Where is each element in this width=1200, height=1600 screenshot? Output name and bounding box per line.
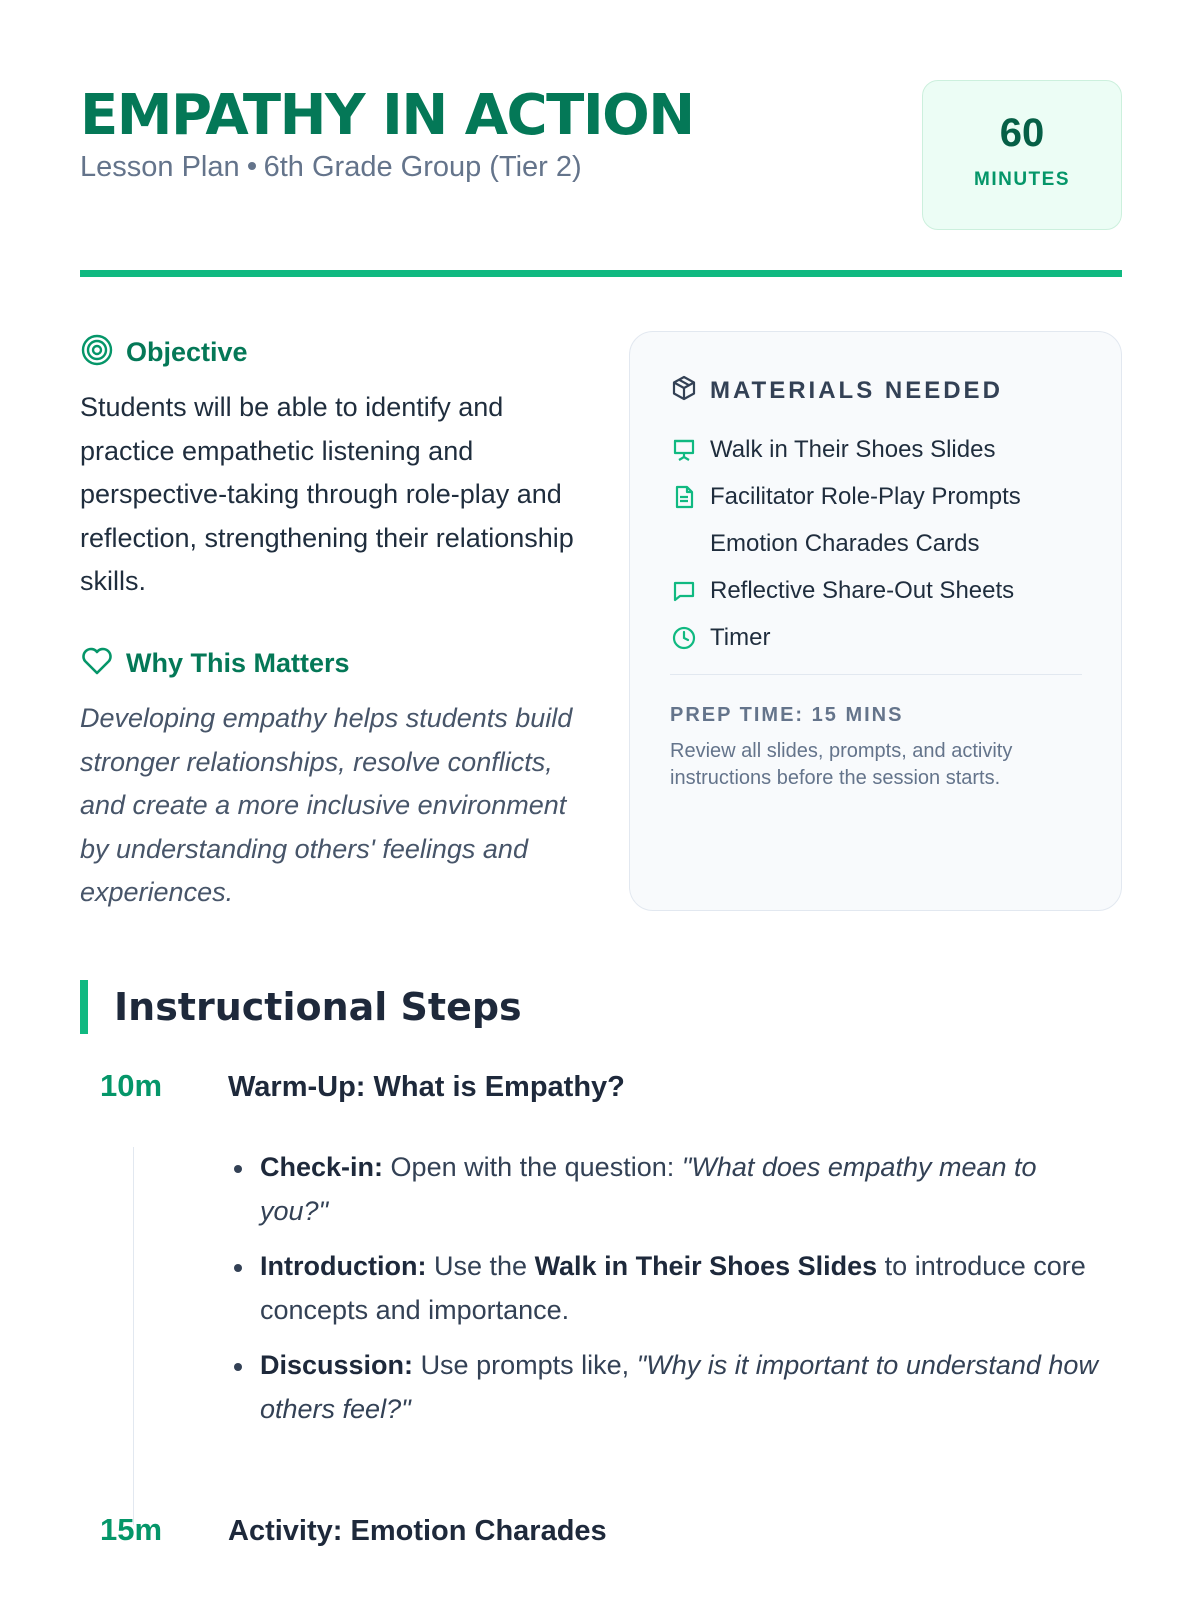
material-label: Walk in Their Shoes Slides xyxy=(710,435,996,463)
bullet-text: Use the xyxy=(433,1251,528,1281)
subtitle-doc-type: Lesson Plan xyxy=(80,151,240,183)
objective-heading xyxy=(80,334,248,370)
step-bullets xyxy=(232,1146,1112,1443)
box-icon xyxy=(670,374,698,407)
material-label: Facilitator Role-Play Prompts xyxy=(710,482,1021,510)
page-subtitle xyxy=(80,150,582,184)
header-divider xyxy=(80,270,1122,277)
steps-heading xyxy=(80,980,522,1034)
bullet-text: Use prompts like, xyxy=(420,1350,630,1380)
objective-label: Objective xyxy=(126,336,248,367)
objective-text: Students will be able to identify and practice empathetic listening and perspective-taking through role-play and reflection, strengthening their relationship skills. xyxy=(80,392,574,596)
material-label: Timer xyxy=(710,623,771,651)
bullet-emphasis: Walk in Their Shoes Slides xyxy=(534,1251,878,1281)
heart-icon xyxy=(80,644,114,683)
step-title: Activity: Emotion Charades xyxy=(228,1515,607,1547)
presentation-icon xyxy=(670,436,698,464)
document-icon xyxy=(670,483,698,511)
lesson-plan-page xyxy=(80,0,1122,1600)
step-bullet xyxy=(232,1146,1112,1233)
duration-unit: MINUTES xyxy=(974,169,1070,190)
blank-icon xyxy=(670,530,698,558)
subtitle-group: 6th Grade Group (Tier 2) xyxy=(263,151,582,183)
duration-value: 60 xyxy=(999,111,1045,155)
list-item xyxy=(670,567,1090,614)
bullet-label: Discussion: xyxy=(260,1350,414,1380)
materials-list xyxy=(670,426,1090,661)
timeline-line xyxy=(133,1147,134,1525)
material-label: Reflective Share-Out Sheets xyxy=(710,576,1015,604)
list-item xyxy=(670,614,1090,661)
header xyxy=(80,80,1122,230)
step-duration: 15m xyxy=(100,1512,163,1547)
prep-time-text: Review all slides, prompts, and activity instructions before the session starts. xyxy=(670,740,1013,789)
bullet-text-end: to introduce core concepts and importance. xyxy=(260,1251,1086,1325)
why-label: Why This Matters xyxy=(126,647,350,678)
materials-divider xyxy=(670,674,1082,675)
material-label: Emotion Charades Cards xyxy=(710,529,980,557)
steps-title: Instructional Steps xyxy=(114,985,522,1029)
chat-bubble-icon xyxy=(670,577,698,605)
step-duration: 10m xyxy=(100,1068,163,1103)
bullet-text: Open with the question: xyxy=(390,1152,675,1182)
materials-card xyxy=(629,331,1122,911)
steps-accent-bar xyxy=(80,980,88,1034)
why-heading xyxy=(80,645,350,681)
list-item xyxy=(670,426,1090,473)
bullet-separator-icon xyxy=(248,162,256,170)
clock-icon xyxy=(670,624,698,652)
step-title: Warm-Up: What is Empathy? xyxy=(228,1071,625,1103)
bullet-quote: "What does empathy mean to you?" xyxy=(260,1152,1037,1226)
bullet-label: Check-in: xyxy=(260,1152,384,1182)
materials-heading xyxy=(670,374,1003,407)
step-bullet xyxy=(232,1344,1112,1431)
why-text: Developing empathy helps students build stronger relationships, resolve conflicts, and create a more inclusive environment by understanding others' feelings and experiences. xyxy=(80,703,573,907)
step-bullet xyxy=(232,1245,1112,1332)
materials-label: MATERIALS NEEDED xyxy=(710,376,1003,404)
list-item xyxy=(670,520,1090,567)
bullet-quote: "Why is it important to understand how others feel?" xyxy=(260,1350,1098,1424)
prep-time-label: PREP TIME: 15 MINS xyxy=(670,704,904,726)
list-item xyxy=(670,473,1090,520)
bullet-label: Introduction: xyxy=(260,1251,427,1281)
page-title: EMPATHY IN ACTION xyxy=(80,83,694,148)
duration-badge xyxy=(922,80,1122,230)
target-icon xyxy=(80,333,114,372)
